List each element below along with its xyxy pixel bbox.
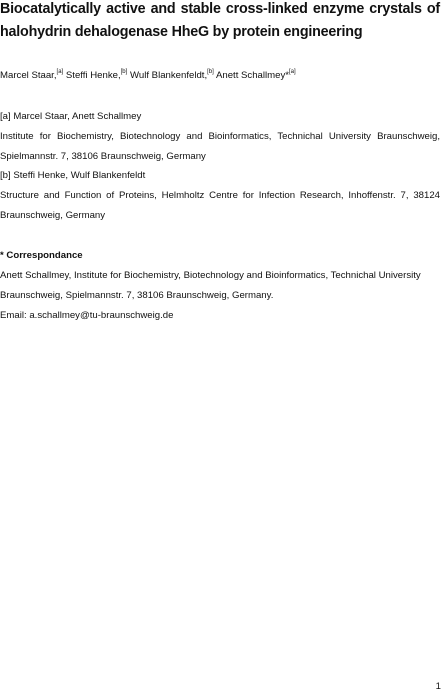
- author-name: Marcel Staar,: [0, 70, 57, 81]
- author-name: Anett Schallmey*: [215, 70, 290, 81]
- title-line-2: halohydrin dehalogenase HheG by protein engineering: [0, 24, 363, 40]
- affiliation-a-line-2: Spielmannstr. 7, 38106 Braunschweig, Germany: [0, 151, 206, 162]
- affiliation-a: [0, 107, 440, 167]
- affiliation-b-line-2: Braunschweig, Germany: [0, 210, 106, 221]
- correspondence-line-1: Anett Schallmey, Institute for Biochemistry, Biotechnology and Bioinformatics, Technichal University: [0, 270, 421, 281]
- correspondence-header: * Correspondance: [0, 250, 83, 261]
- author-affiliation-marker: [b]: [120, 69, 128, 75]
- affiliation-b: [0, 166, 440, 226]
- correspondence-line-2: Braunschweig, Spielmannstr. 7, 38106 Braunschweig, Germany.: [0, 290, 274, 301]
- affiliation-b-line-1: Structure and Function of Proteins, Helmholtz Centre for Infection Research, Inhoffenstr. 7, 38124: [0, 190, 440, 201]
- author-affiliation-marker: [a]: [56, 69, 64, 75]
- page-number: 1: [435, 681, 441, 692]
- title-line-1: Biocatalytically active and stable cross-linked enzyme crystals of: [0, 1, 440, 17]
- correspondence-email: Email: a.schallmey@tu-braunschweig.de: [0, 310, 174, 321]
- correspondence: [0, 246, 440, 326]
- author-name: Steffi Henke,: [65, 70, 121, 81]
- paper-title: [0, 0, 440, 42]
- affiliation-a-header: [a] Marcel Staar, Anett Schallmey: [0, 111, 142, 122]
- author-affiliation-marker: [b]: [207, 69, 214, 75]
- author-name: Wulf Blankenfeldt,: [129, 70, 208, 81]
- affiliation-a-line-1: Institute for Biochemistry, Biotechnology and Bioinformatics, Technichal University Braunschweig,: [0, 131, 440, 142]
- author-list: [0, 69, 296, 83]
- affiliation-b-header: [b] Steffi Henke, Wulf Blankenfeldt: [0, 170, 146, 181]
- author-affiliation-marker: [a]: [289, 69, 296, 75]
